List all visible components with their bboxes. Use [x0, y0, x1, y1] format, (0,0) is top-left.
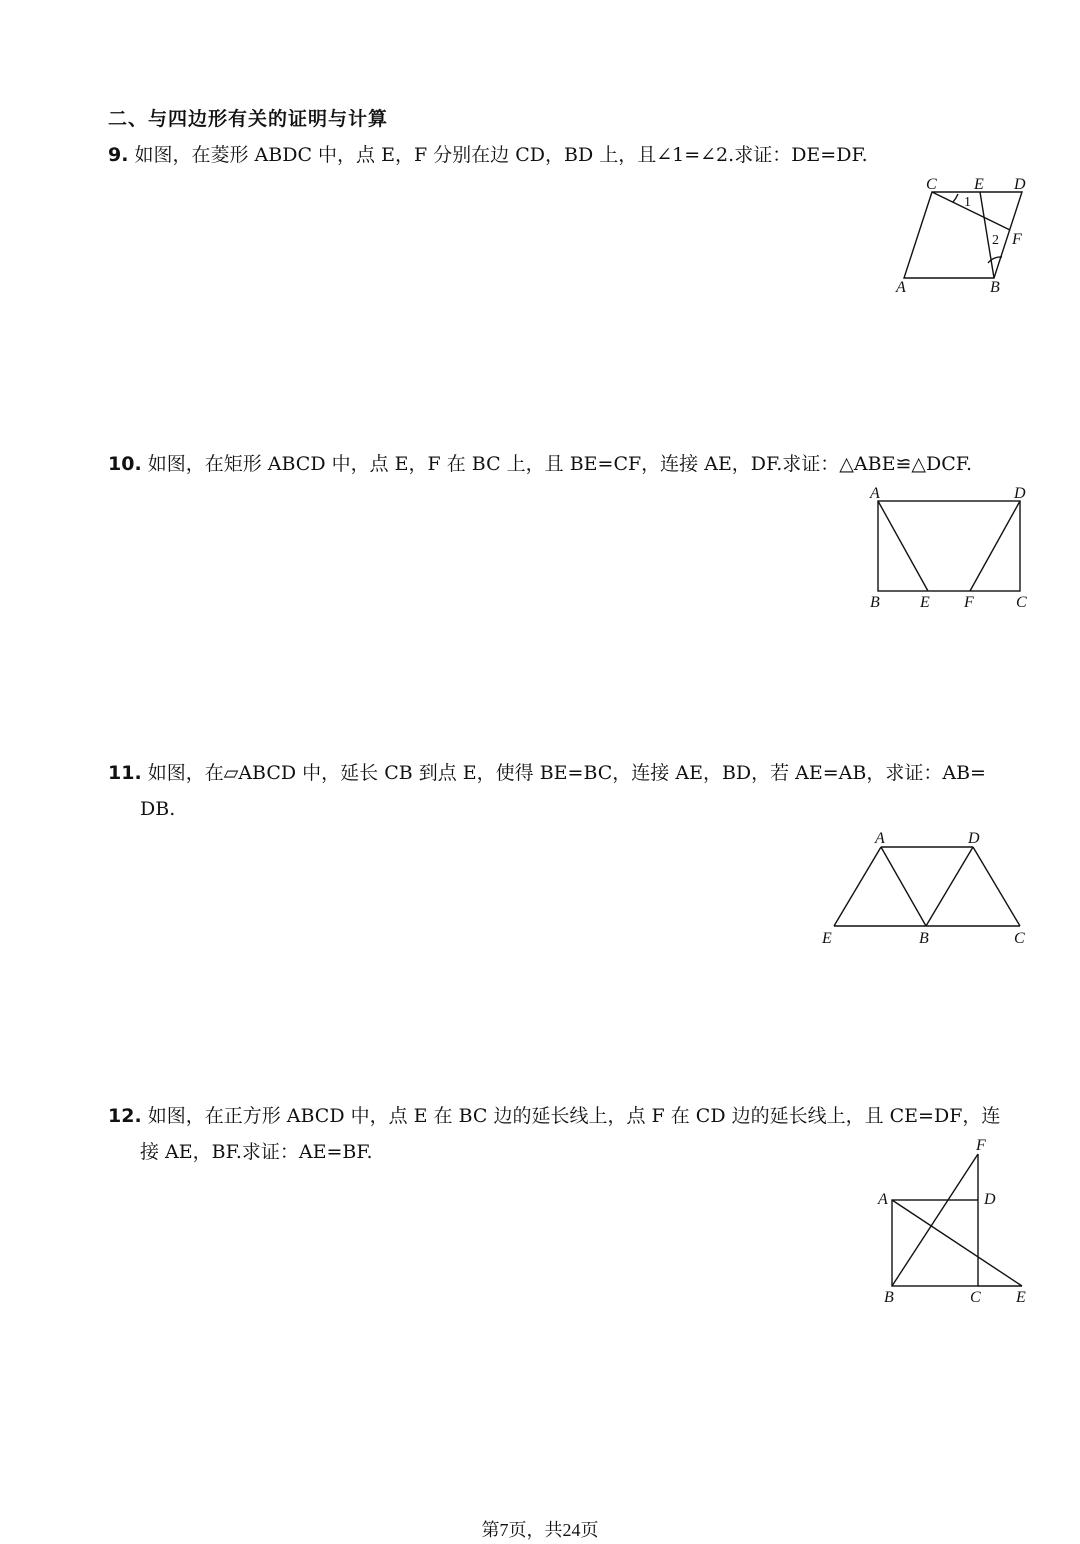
label-E: E: [1016, 1289, 1026, 1306]
segment-BF: [892, 1154, 978, 1286]
segment-AE: [892, 1200, 1022, 1286]
label-B: B: [870, 594, 880, 611]
problem-10: [108, 446, 1030, 482]
label-D: D: [1014, 176, 1026, 193]
problem-9-number: 9.: [108, 144, 129, 166]
problem-12-text-line2: 接 AE，BF.求证：AE=BF.: [140, 1141, 373, 1163]
label-C: C: [926, 176, 937, 193]
segment-DB: [926, 847, 973, 926]
label-A: A: [870, 485, 880, 502]
label-C: C: [1014, 930, 1025, 947]
label-E: E: [822, 930, 832, 947]
figure-rhombus: [880, 170, 1040, 300]
label-F: F: [976, 1137, 986, 1154]
page-footer: 第7页，共24页: [481, 1520, 599, 1540]
segment-CF: [932, 192, 1010, 230]
problem-11-text: 如图，在▱ABCD 中，延长 CB 到点 E，使得 BE=BC，连接 AE，BD，若 AE=AB，求证：AB=: [147, 762, 986, 784]
segment-DC: [973, 847, 1020, 926]
figure-square: [870, 1130, 1060, 1310]
problem-12-text: 如图，在正方形 ABCD 中，点 E 在 BC 边的延长线上，点 F 在 CD 边的延长线上，且 CE=DF，连: [147, 1105, 1001, 1127]
figure-rectangle: [862, 480, 1042, 610]
label-A: A: [896, 279, 906, 296]
label-D: D: [968, 830, 980, 847]
problem-11: [108, 755, 1030, 827]
problem-9-text: 如图，在菱形 ABDC 中，点 E，F 分别在边 CD，BD 上，且∠1=∠2.求证：DE=DF.: [134, 144, 868, 166]
problem-11-text-line2: DB.: [140, 798, 176, 820]
problem-10-text: 如图，在矩形 ABCD 中，点 E，F 在 BC 上，且 BE=CF，连接 AE，DF.求证：△ABE≌△DCF.: [147, 453, 973, 475]
square-outline: [892, 1200, 978, 1286]
label-B: B: [884, 1289, 894, 1306]
angle-1-label: 1: [964, 195, 971, 210]
label-F: F: [964, 594, 974, 611]
figure-parallelogram: [818, 826, 1038, 951]
label-D: D: [1014, 485, 1026, 502]
label-F: F: [1012, 231, 1022, 248]
label-B: B: [990, 279, 1000, 296]
problem-10-number: 10.: [108, 453, 142, 475]
segment-AB: [881, 847, 926, 926]
segment-DF: [970, 501, 1020, 591]
angle-2-label: 2: [992, 233, 999, 248]
label-B: B: [919, 930, 929, 947]
label-A: A: [878, 1191, 888, 1208]
rectangle-outline: [878, 501, 1020, 591]
label-C: C: [970, 1289, 981, 1306]
section-title: 二、与四边形有关的证明与计算: [108, 108, 389, 130]
label-D: D: [984, 1191, 996, 1208]
angle-1-arc: [953, 194, 958, 202]
label-E: E: [974, 176, 984, 193]
problem-12-number: 12.: [108, 1105, 142, 1127]
segment-AE: [878, 501, 928, 591]
rhombus-outline: [904, 192, 1022, 278]
label-E: E: [920, 594, 930, 611]
label-C: C: [1016, 594, 1027, 611]
label-A: A: [875, 830, 885, 847]
problem-9: [108, 137, 1030, 173]
segment-EA: [834, 847, 881, 926]
problem-11-number: 11.: [108, 762, 142, 784]
